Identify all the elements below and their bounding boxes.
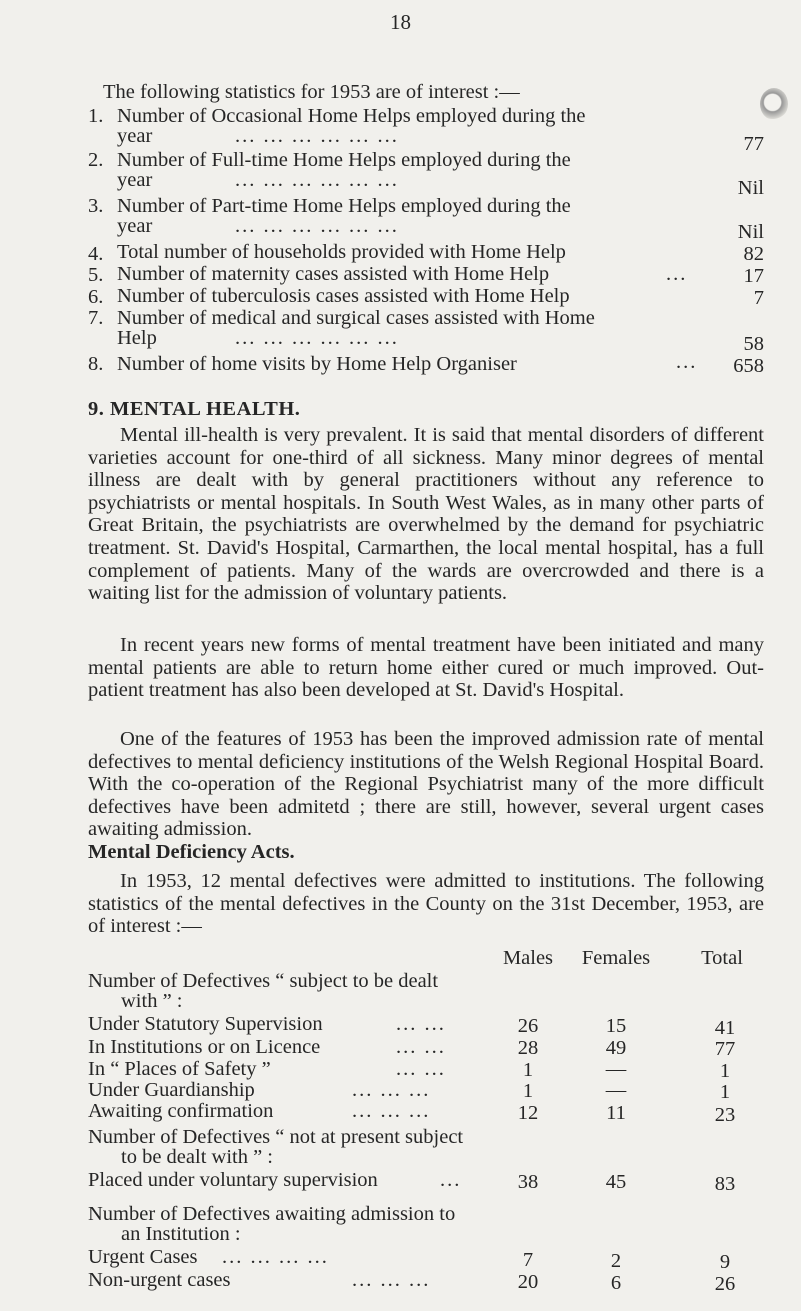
item-text: Number of Part-time Home Helps employed during the: [117, 195, 571, 217]
item-number: 2.: [88, 149, 104, 171]
paper-stain: [760, 88, 788, 120]
row-label: Awaiting confirmation: [88, 1100, 274, 1122]
group-title: to be dealt with ” :: [121, 1146, 273, 1168]
item-number: 7.: [88, 307, 104, 329]
cell-females: 49: [605, 1037, 627, 1059]
item-number: 8.: [88, 353, 104, 375]
item-value: 17: [743, 265, 764, 287]
group-title: an Institution :: [121, 1223, 241, 1245]
cell-females: 15: [605, 1015, 627, 1037]
column-header-females: Females: [581, 947, 651, 969]
item-text: Help: [117, 327, 157, 349]
item-text: Total number of households provided with Home Help: [117, 241, 566, 263]
cell-males: 26: [517, 1015, 539, 1037]
leader-dots: ... ... ... ... ... ...: [235, 327, 399, 349]
leader-dots: ... ... ...: [352, 1269, 431, 1291]
row-label: Under Guardianship: [88, 1079, 255, 1101]
item-value: 7: [753, 287, 764, 309]
cell-males: 28: [517, 1037, 539, 1059]
cell-females: —: [605, 1079, 627, 1101]
leader-dots: ... ...: [396, 1013, 446, 1035]
item-text: year: [117, 169, 153, 191]
cell-total: 41: [714, 1017, 736, 1039]
item-text: Number of home visits by Home Help Organiser: [117, 353, 517, 375]
section-heading-mental-deficiency: Mental Deficiency Acts.: [88, 841, 295, 863]
cell-males: 1: [522, 1059, 534, 1081]
cell-total: 1: [719, 1060, 731, 1082]
leader-dots: ...: [676, 351, 698, 373]
row-label: Under Statutory Supervision: [88, 1013, 323, 1035]
group-title: Number of Defectives “ not at present subject: [88, 1126, 464, 1148]
item-number: 3.: [88, 195, 104, 217]
leader-dots: ... ... ... ... ... ...: [235, 215, 399, 237]
leader-dots: ... ...: [396, 1036, 446, 1058]
section-heading-mental-health: 9. MENTAL HEALTH.: [88, 398, 301, 420]
row-label: In “ Places of Safety ”: [88, 1058, 271, 1080]
leader-dots: ...: [440, 1169, 462, 1191]
item-number: 5.: [88, 264, 104, 286]
group-title: with ” :: [121, 990, 183, 1012]
cell-females: 2: [610, 1250, 622, 1272]
cell-females: —: [605, 1058, 627, 1080]
leader-dots: ... ... ...: [352, 1100, 431, 1122]
item-text: Number of maternity cases assisted with Home Help: [117, 263, 550, 285]
item-text: Number of Full-time Home Helps employed during the: [117, 149, 571, 171]
leader-dots: ... ... ... ... ... ...: [235, 125, 399, 147]
cell-total: 9: [719, 1251, 731, 1273]
item-number: 4.: [88, 243, 104, 265]
item-value: 82: [743, 243, 764, 265]
paragraph: One of the features of 1953 has been the improved admission rate of mental defectives to mental deficiency institutions of the Welsh Regional Hospital Board. With the co-operation of the Regional Psychiatrist many of the more difficult defectives have been admitetd ; there are still, however, several urgent cases awaiting admission.: [88, 728, 764, 841]
cell-females: 11: [606, 1102, 626, 1124]
row-label: Placed under voluntary supervision: [88, 1169, 378, 1191]
paragraph: In 1953, 12 mental defectives were admitted to institutions. The following statistics of the mental defectives in the County on the 31st December, 1953, are of interest :—: [88, 870, 764, 938]
cell-males: 1: [522, 1080, 534, 1102]
group-title: Number of Defectives awaiting admission to: [88, 1203, 456, 1225]
leader-dots: ... ...: [396, 1058, 446, 1080]
group-title: Number of Defectives “ subject to be dealt: [88, 970, 439, 992]
cell-females: 45: [605, 1171, 627, 1193]
item-text: Number of Occasional Home Helps employed during the: [117, 105, 586, 127]
item-number: 1.: [88, 105, 104, 127]
intro-line: The following statistics for 1953 are of interest :—: [103, 81, 520, 103]
item-value: Nil: [737, 177, 764, 199]
item-value: 58: [743, 333, 764, 355]
cell-males: 20: [517, 1271, 539, 1293]
column-header-total: Total: [701, 947, 743, 969]
leader-dots: ... ... ... ...: [222, 1246, 329, 1268]
paragraph: In recent years new forms of mental treatment have been initiated and many mental patients are able to return home either cured or much improved. Out-patient treatment has also been developed at St. David's Hospital.: [88, 634, 764, 702]
cell-males: 12: [517, 1102, 539, 1124]
item-value: 77: [743, 133, 764, 155]
row-label: Urgent Cases: [88, 1246, 198, 1268]
leader-dots: ...: [666, 263, 688, 285]
column-header-males: Males: [502, 947, 554, 969]
cell-total: 77: [714, 1038, 736, 1060]
cell-total: 26: [714, 1273, 736, 1295]
item-text: Number of tuberculosis cases assisted with Home Help: [117, 285, 570, 307]
page-number: 18: [390, 10, 411, 34]
leader-dots: ... ... ...: [352, 1079, 431, 1101]
item-value: 658: [733, 355, 764, 377]
cell-total: 1: [719, 1081, 731, 1103]
item-text: year: [117, 215, 153, 237]
cell-total: 23: [714, 1104, 736, 1126]
cell-females: 6: [610, 1272, 622, 1294]
cell-males: 7: [522, 1249, 534, 1271]
item-value: Nil: [737, 221, 764, 243]
paragraph: Mental ill-health is very prevalent. It is said that mental disorders of different varieties account for one-third of all sickness. Many minor degrees of mental illness are dealt with by general practitioners without any reference to psychiatrists or mental hospitals. In South West Wales, as in many other parts of Great Britain, the psychiatrists are overwhelmed by the demand for psychiatric treatment. St. David's Hospital, Carmarthen, the local mental hospital, has a full complement of patients. Many of the wards are overcrowded and there is a waiting list for the admission of voluntary patients.: [88, 424, 764, 605]
leader-dots: ... ... ... ... ... ...: [235, 169, 399, 191]
cell-males: 38: [517, 1171, 539, 1193]
row-label: In Institutions or on Licence: [88, 1036, 321, 1058]
cell-total: 83: [714, 1173, 736, 1195]
item-text: Number of medical and surgical cases assisted with Home: [117, 307, 595, 329]
item-text: year: [117, 125, 153, 147]
row-label: Non-urgent cases: [88, 1269, 231, 1291]
item-number: 6.: [88, 286, 104, 308]
